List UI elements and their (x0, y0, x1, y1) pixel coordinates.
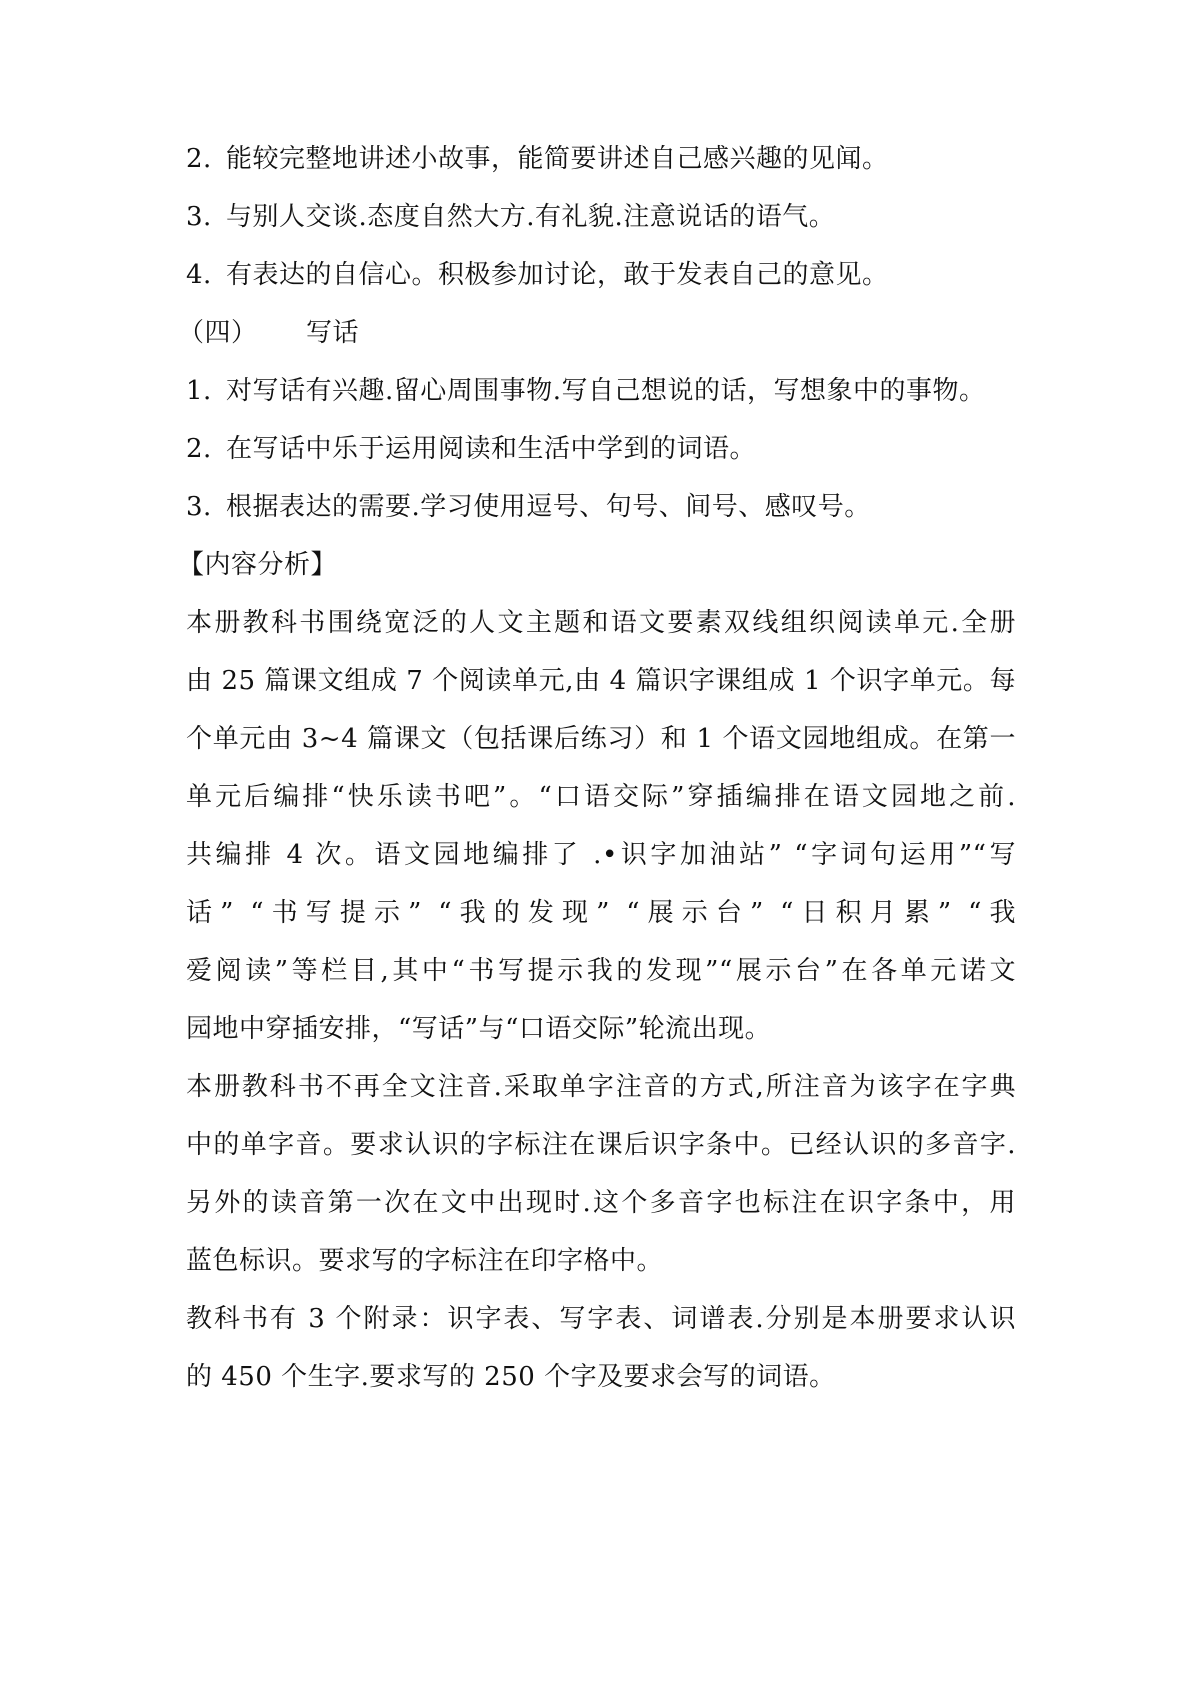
list-item-text: 与别人交谈.态度自然大方.有礼貌.注意说话的语气。 (226, 202, 836, 232)
paragraph-line: 爱阅读”等栏目,其中“书写提示我的发现”“展示台”在各单元诺文 (186, 956, 1016, 986)
list-item (186, 200, 1016, 234)
list-item-number: 1. (186, 376, 212, 406)
paragraph-line: 话” “书写提示” “我的发现” “展示台” “日积月累” “我 (186, 898, 1016, 928)
list-item (186, 432, 1016, 466)
paragraph-line: 教科书有 3 个附录：识字表、写字表、词谱表.分别是本册要求认识 (186, 1304, 1016, 1334)
list-item (186, 258, 1016, 292)
paragraph-line: 本册教科书不再全文注音.采取单字注音的方式,所注音为该字在字典 (186, 1072, 1016, 1102)
list-item (186, 142, 1016, 176)
list-item-text: 能较完整地讲述小故事，能简要讲述自己感兴趣的见闻。 (226, 144, 889, 174)
paragraph-line: 另外的读音第一次在文中出现时.这个多音字也标注在识字条中，用 (186, 1188, 1016, 1218)
section-number: （四） (178, 318, 258, 348)
list-item (186, 490, 1016, 524)
paragraph-line: 的 450 个生字.要求写的 250 个字及要求会写的词语。 (186, 1362, 836, 1392)
list-item-number: 3. (186, 202, 212, 232)
paragraph-line: 由 25 篇课文组成 7 个阅读单元,由 4 篇识字课组成 1 个识字单元。每 (186, 666, 1016, 696)
section-title: 写话 (306, 318, 360, 348)
list-item-number: 2. (186, 144, 212, 174)
content-analysis-heading: 【内容分析】 (178, 550, 338, 580)
paragraph-line: 园地中穿插安排，“写话”与“口语交际”轮流出现。 (186, 1014, 772, 1044)
list-item-text: 有表达的自信心。积极参加讨论，敢于发表自己的意见。 (226, 260, 889, 290)
list-item (186, 374, 1016, 408)
paragraph-line: 个单元由 3~4 篇课文（包括课后练习）和 1 个语文园地组成。在第一 (186, 724, 1016, 754)
paragraph-line: 蓝色标识。要求写的字标注在印字格中。 (186, 1246, 664, 1276)
paragraph-line: 本册教科书围绕宽泛的人文主题和语文要素双线组织阅读单元.全册 (186, 608, 1016, 638)
section-heading (178, 316, 1008, 350)
list-item-number: 2. (186, 434, 212, 464)
list-item-text: 在写话中乐于运用阅读和生活中学到的词语。 (226, 434, 757, 464)
list-item-number: 3. (186, 492, 212, 522)
paragraph-line: 共编排 4 次。语文园地编排了 .•识字加油站” “字词句运用”“写 (186, 840, 1016, 870)
paragraph-line: 中的单字音。要求认识的字标注在课后识字条中。已经认识的多音字. (186, 1130, 1016, 1160)
list-item-text: 根据表达的需要.学习使用逗号、句号、间号、感叹号。 (226, 492, 871, 522)
paragraph-line: 单元后编排“快乐读书吧”。“口语交际”穿插编排在语文园地之前. (186, 782, 1016, 812)
list-item-text: 对写话有兴趣.留心周围事物.写自己想说的话，写想象中的事物。 (226, 376, 986, 406)
list-item-number: 4. (186, 260, 212, 290)
